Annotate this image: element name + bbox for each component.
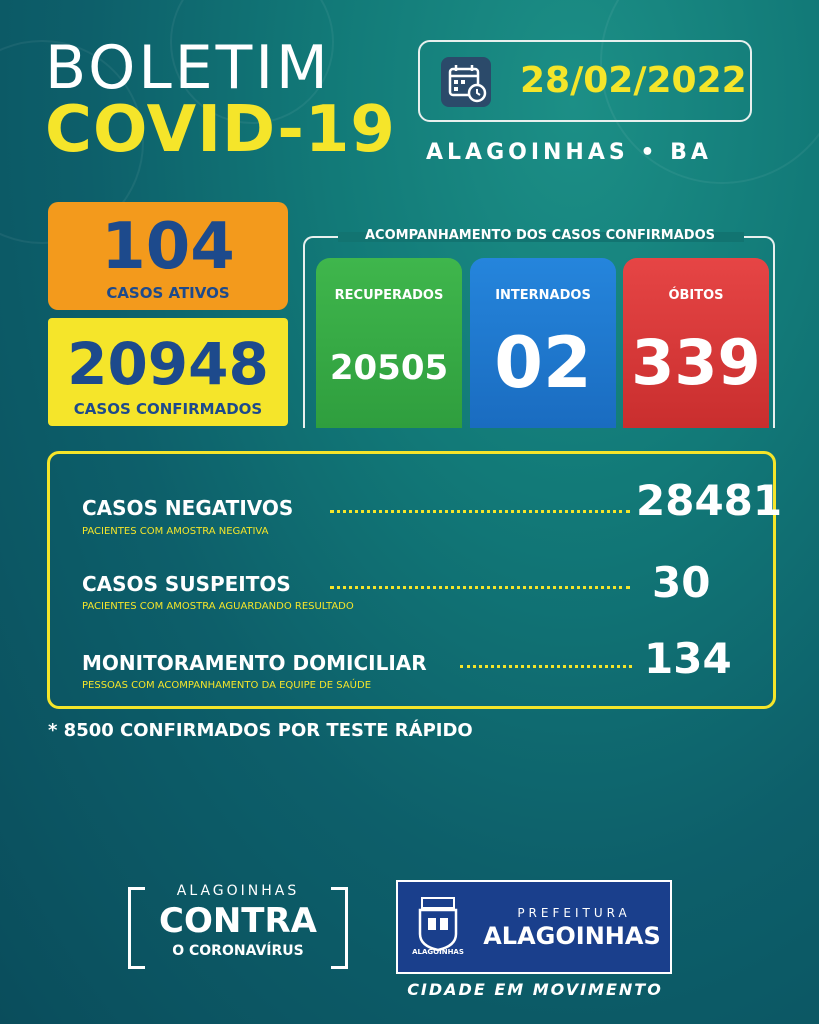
hospitalized-label: INTERNADOS	[495, 288, 591, 303]
suspected-cases-value: 30	[652, 558, 711, 607]
location-label: ALAGOINHAS • BA	[426, 140, 712, 165]
deaths-value: 339	[631, 326, 761, 399]
negative-cases-subtitle: PACIENTES COM AMOSTRA NEGATIVA	[82, 526, 269, 537]
prefeitura-logo	[396, 880, 672, 974]
calendar-icon	[441, 57, 491, 107]
recovered-label: RECUPERADOS	[334, 288, 444, 303]
negative-cases-value: 28481	[636, 476, 783, 525]
recovered-value: 20505	[329, 348, 449, 388]
negative-cases-title: CASOS NEGATIVOS	[82, 496, 294, 520]
campaign-main-text: CONTRA	[159, 901, 317, 941]
deaths-card	[623, 258, 769, 428]
city-seal-icon	[412, 894, 464, 958]
suspected-cases-title: CASOS SUSPEITOS	[82, 572, 291, 596]
dotted-leader	[330, 586, 630, 589]
active-cases-label: CASOS ATIVOS	[106, 284, 230, 302]
hospitalized-card	[470, 258, 616, 428]
tracking-title: ACOMPANHAMENTO DOS CASOS CONFIRMADOS	[365, 228, 715, 243]
prefeitura-top-text: PREFEITURA	[517, 906, 631, 920]
campaign-top-text: ALAGOINHAS	[176, 883, 300, 899]
active-cases-card	[48, 202, 288, 310]
dotted-leader	[460, 665, 632, 668]
suspected-cases-subtitle: PACIENTES COM AMOSTRA AGUARDANDO RESULTADO	[82, 601, 354, 612]
city-seal-text: ALAGOINHAS	[412, 948, 464, 956]
tagline: CIDADE EM MOVIMENTO	[407, 980, 663, 999]
home-monitoring-subtitle: PESSOAS COM ACOMPANHAMENTO DA EQUIPE DE SAÚDE	[82, 680, 372, 691]
title-covid: COVID-19	[45, 93, 396, 167]
campaign-logo	[128, 883, 348, 969]
confirmed-cases-value: 20948	[67, 330, 269, 398]
prefeitura-main-text: ALAGOINHAS	[483, 922, 661, 950]
confirmed-cases-card	[48, 318, 288, 426]
campaign-bottom-text: O CORONAVÍRUS	[172, 943, 304, 959]
home-monitoring-title: MONITORAMENTO DOMICILIAR	[82, 651, 427, 675]
rapid-test-footnote: * 8500 CONFIRMADOS POR TESTE RÁPIDO	[48, 720, 473, 741]
bulletin-date: 28/02/2022	[520, 60, 747, 101]
confirmed-cases-label: CASOS CONFIRMADOS	[73, 400, 263, 418]
home-monitoring-value: 134	[644, 634, 732, 683]
deaths-label: ÓBITOS	[668, 288, 724, 303]
title-boletim: BOLETIM	[45, 33, 331, 103]
dotted-leader	[330, 510, 630, 513]
active-cases-value: 104	[101, 210, 235, 284]
hospitalized-value: 02	[494, 322, 592, 404]
recovered-card	[316, 258, 462, 428]
